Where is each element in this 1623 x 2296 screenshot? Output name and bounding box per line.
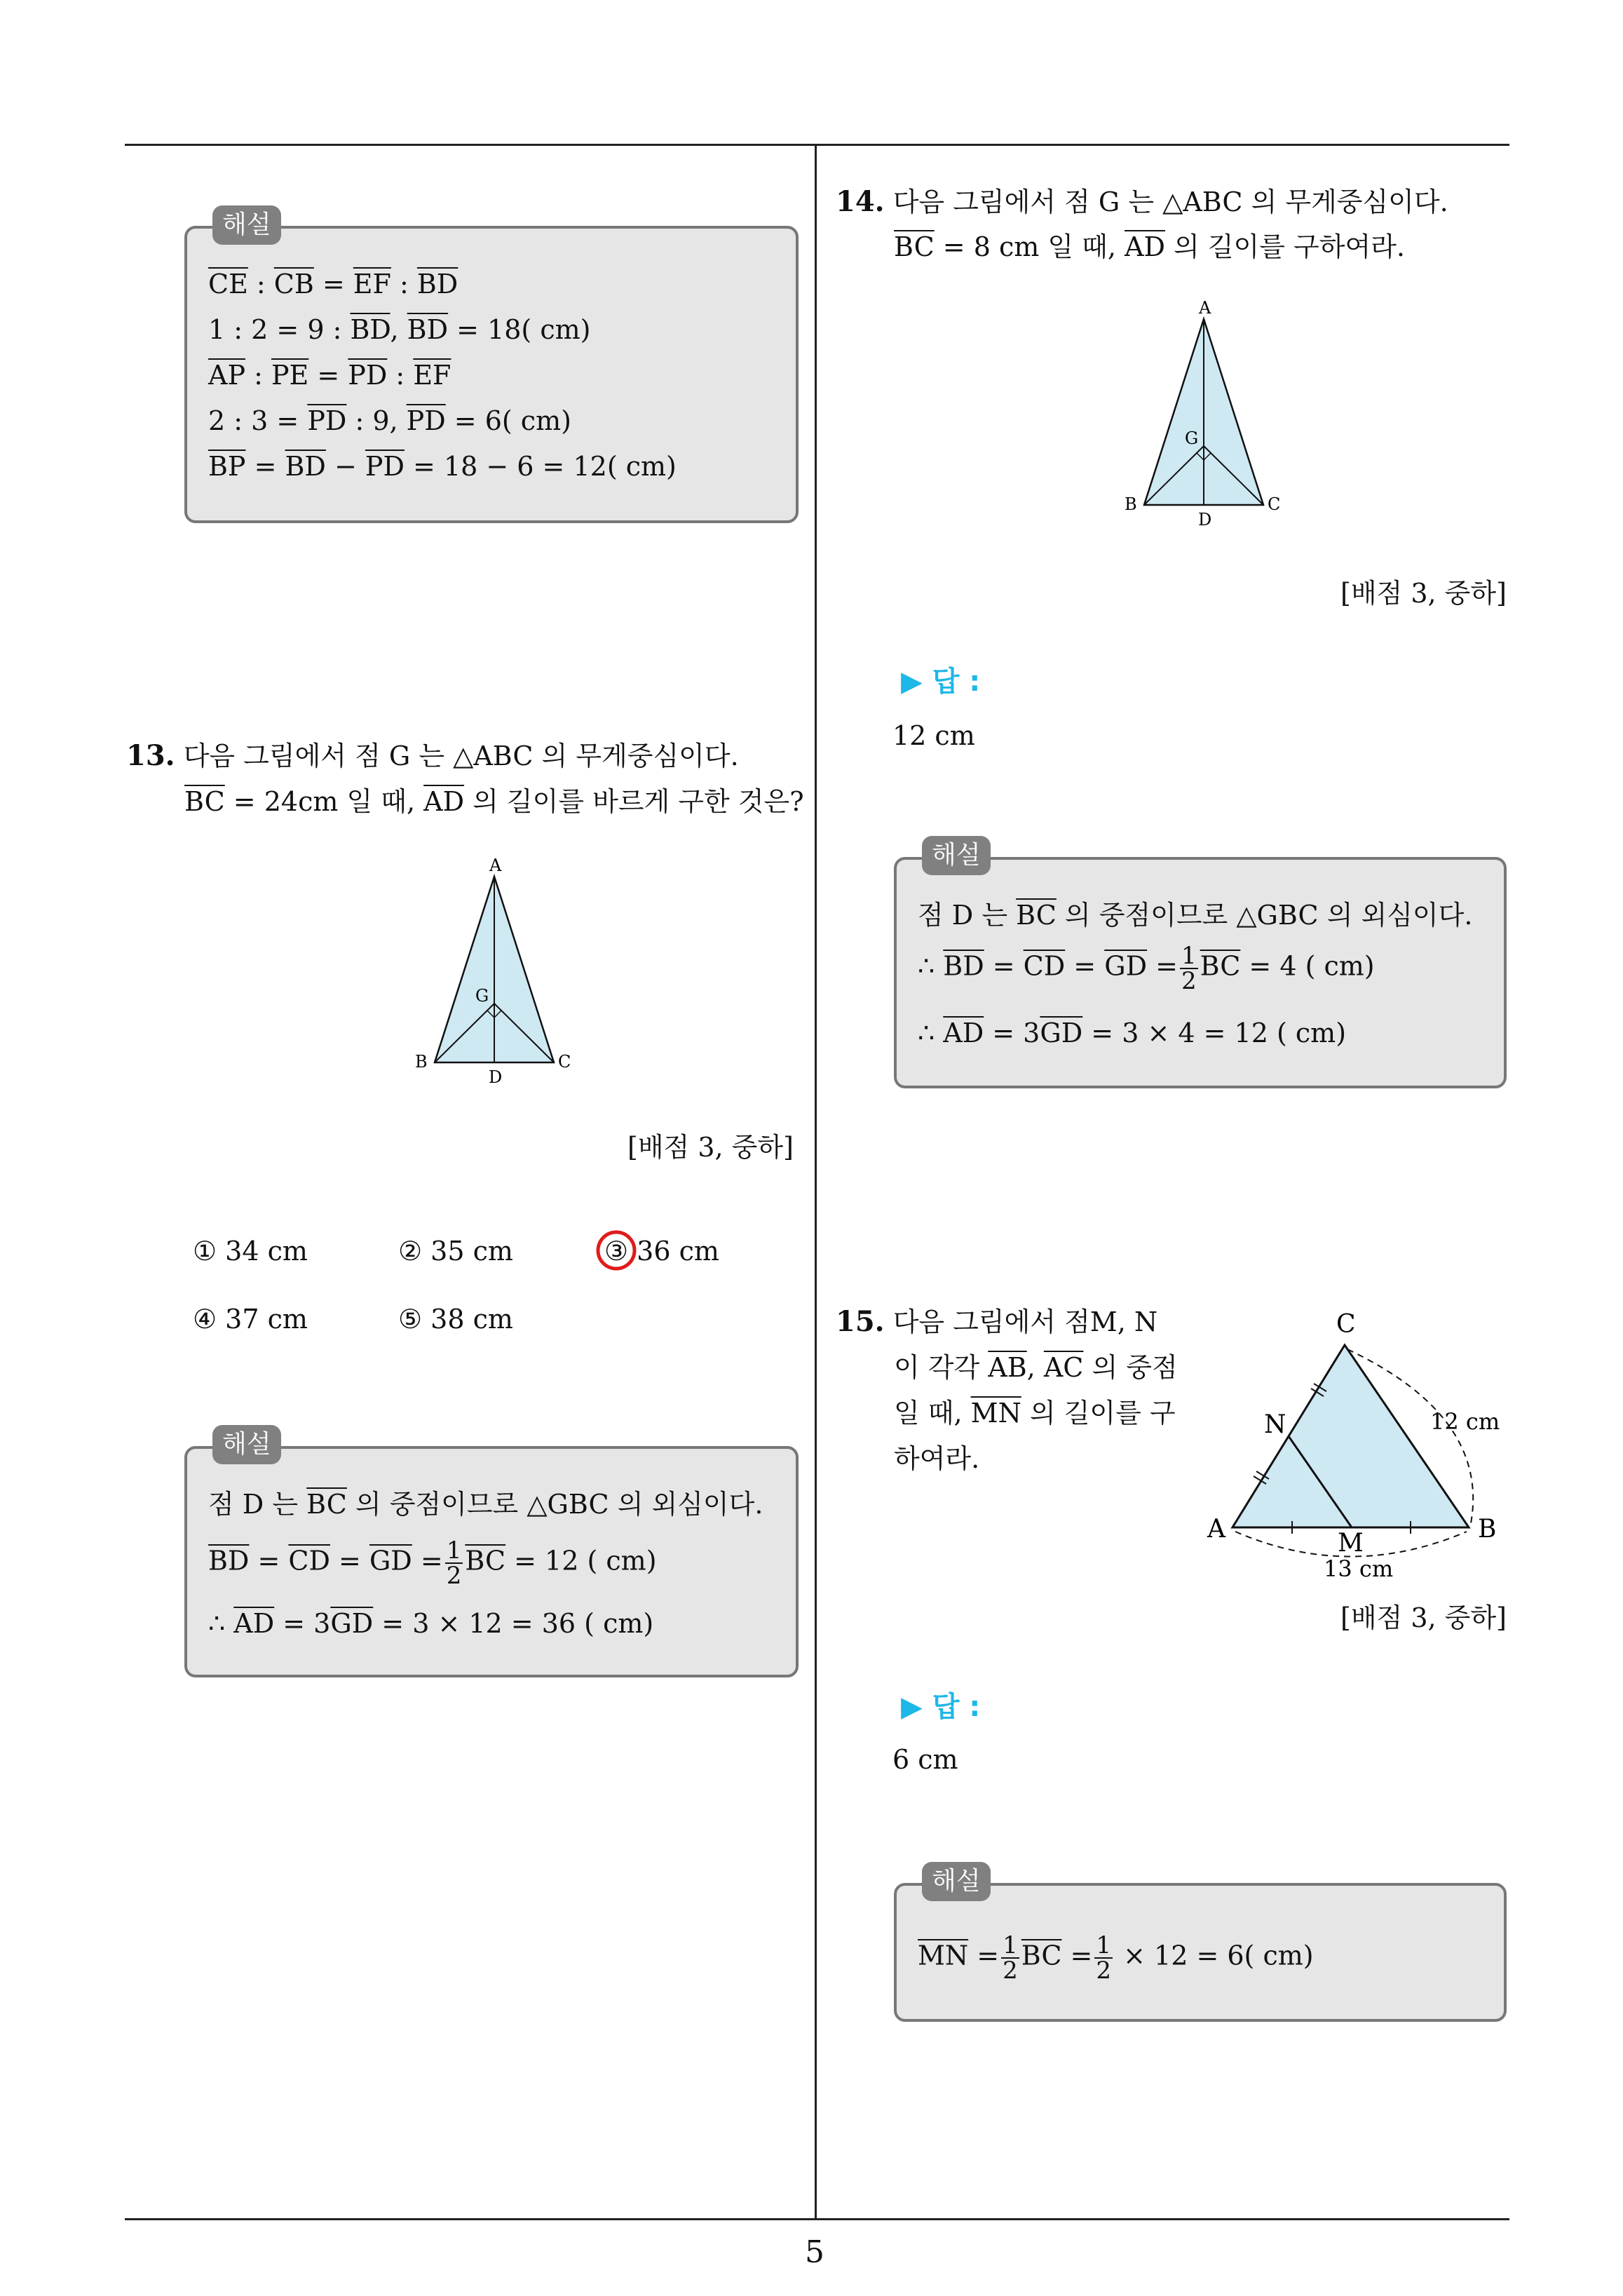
q14-label-a: A [1199,298,1211,318]
q14-solution-line3: ∴ $\overline{AD} = 3\overline{GD} = 3 \times 4 = 12$ ( cm) [918,1018,1347,1048]
q12-solution-line3: $\overline{AP}$ : $\overline{PE} = \overline{PD}$ : $\overline{EF}$ [208,360,451,391]
q13-label-a: A [489,856,502,875]
q14-label-d: D [1198,510,1212,529]
q14-score: [배점 3, 중하] [1340,578,1507,609]
q15-label-b: B [1478,1515,1497,1544]
q14-stem-line1: 다음 그림에서 점 G 는 △ABC 의 무게중심이다. [892,187,1448,217]
q15-triangle-figure [1199,1304,1507,1585]
q15-score: [배점 3, 중하] [1340,1602,1507,1633]
q13-choice-5[interactable]: ⑤ 38 cm [398,1304,513,1335]
q15-line4: 하여라. [894,1443,980,1474]
q14-line2: $\overline{BC} = 8$ cm 일 때, $\overline{AD}$ 의 길이를 구하여라. [894,231,1405,262]
q13-label-b: B [415,1052,428,1072]
q15-label-ab-length: 13 cm [1324,1555,1394,1582]
q13-choice-2[interactable]: ② 35 cm [398,1236,513,1267]
q15-answer: 6 cm [892,1744,958,1775]
q15-solution-tag: 해설 [922,1862,991,1901]
q13-score: [배점 3, 중하] [627,1132,794,1163]
q14-solution-box [894,857,1507,1088]
q12-solution-tag: 해설 [212,205,281,245]
q12-solution-line5: $\overline{BP} = \overline{BD} - \overline{PD} = 18 - 6 = 12$( cm) [208,451,677,482]
q13-solution-line3: ∴ $\overline{AD} = 3\overline{GD} = 3 \times 12 = 36$ ( cm) [208,1608,654,1639]
q15-label-n: N [1264,1410,1286,1439]
q14-answer-label: ▶ 답 : [901,666,981,698]
q13-stem-line1: 다음 그림에서 점 G 는 △ABC 의 무게중심이다. [183,741,739,771]
q14-solution-line1: 점 D 는 $\overline{BC}$ 의 중점이므로 △GBC 의 외심이다. [918,900,1473,931]
q13-solution-box [184,1446,799,1677]
q14-answer: 12 cm [892,720,975,751]
q13-line1 [126,739,739,772]
q14-triangle-figure [1116,298,1298,529]
q13-number: 13. [126,739,175,772]
q14-label-b: B [1125,494,1137,514]
q15-solution-line1: $\overline{MN}$ = $\frac{1}{2}$ $\overline{BC}$ = $\frac{1}{2}$ × 12 = 6( cm) [918,1931,1314,1985]
page-number: 5 [805,2234,824,2270]
q14-solution-line2: ∴ $\overline{BD} = \overline{CD} = \overline{GD}$ = $\frac{1}{2}$ $\overline{BC} = 4$ ( cm) [918,942,1375,995]
q14-label-g: G [1185,428,1199,448]
q13-choice-1[interactable]: ① 34 cm [193,1236,308,1267]
q12-solution-box [184,226,799,523]
q14-number: 14. [836,185,885,218]
q13-solution-tag: 해설 [212,1425,281,1464]
q13-triangle-figure [407,856,589,1087]
q12-solution-line4: 2 : $3 = \overline{PD}$ : 9, $\overline{PD} = 6$( cm) [208,405,571,436]
q13-solution-line2: $\overline{BD} = \overline{CD} = \overline{GD}$ = $\frac{1}{2}$ $\overline{BC} = 12$ ( cm) [208,1537,657,1590]
q15-line1 [836,1305,1158,1338]
q15-solution-box [894,1883,1507,2022]
q13-selected-choice-circle [591,1225,641,1276]
q13-solution-line1: 점 D 는 $\overline{BC}$ 의 중점이므로 △GBC 의 외심이다. [208,1489,763,1520]
q15-answer-label: ▶ 답 : [901,1691,981,1723]
q13-line2: $\overline{BC} = 24cm$ 일 때, $\overline{AD}$ 의 길이를 바르게 구한 것은? [184,786,804,817]
q13-label-d: D [489,1067,503,1087]
q15-stem-line1: 다음 그림에서 점M, N [892,1306,1158,1337]
q15-label-a: A [1207,1515,1225,1544]
q15-line3: 일 때, $\overline{MN}$ 의 길이를 구 [894,1398,1176,1429]
q14-label-c: C [1268,494,1281,514]
q15-label-bc-length: 12 cm [1430,1408,1500,1435]
q15-label-c: C [1336,1310,1356,1339]
q13-choice-3[interactable]: ③ 36 cm [604,1236,719,1267]
q13-label-g: G [475,986,489,1006]
q14-solution-tag: 해설 [922,836,991,875]
q15-number: 15. [836,1305,885,1338]
q14-line1 [836,185,1448,218]
top-rule [125,144,1509,146]
q13-choice-4[interactable]: ④ 37 cm [193,1304,308,1335]
q15-line2: 이 각각 $\overline{AB}$, $\overline{AC}$ 의 중점 [894,1352,1178,1383]
bottom-rule [125,2218,1509,2220]
q12-solution-line1: $\overline{CE}$ : $\overline{CB} = \overline{EF}$ : $\overline{BD}$ [208,269,459,299]
q12-solution-line2: 1 : 2 = 9 : $\overline{BD}$, $\overline{BD} = 18$( cm) [208,314,591,345]
q15-label-m: M [1338,1529,1364,1558]
q13-label-c: C [558,1052,571,1072]
column-divider [815,144,817,2220]
